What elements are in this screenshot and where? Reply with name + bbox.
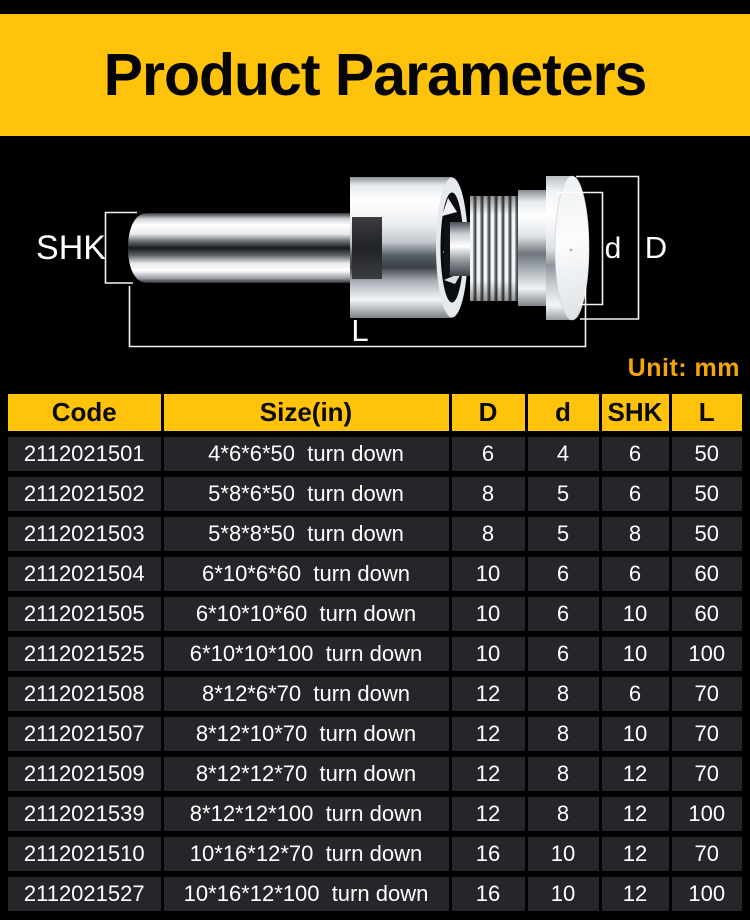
table-row	[8, 754, 742, 794]
table-cell: 2112021503	[8, 514, 162, 554]
table-cell: 6	[600, 434, 670, 474]
table-cell: 2112021509	[8, 754, 162, 794]
table-cell: 2112021504	[8, 554, 162, 594]
table-row	[8, 514, 742, 554]
table-cell: 10	[600, 714, 670, 754]
tool-thread	[470, 196, 522, 301]
table-row	[8, 714, 742, 754]
table-cell: 2112021505	[8, 594, 162, 634]
table-cell: 12	[600, 874, 670, 914]
table-cell: 6	[526, 634, 600, 674]
table-cell: 2112021510	[8, 834, 162, 874]
table-cell: 16	[450, 834, 526, 874]
table-cell: 12	[450, 794, 526, 834]
table-cell: 10	[450, 634, 526, 674]
table-cell: 10	[526, 834, 600, 874]
tool-flat-section	[352, 217, 382, 279]
table-cell: 12	[600, 794, 670, 834]
table-cell: 2112021501	[8, 434, 162, 474]
title-banner	[0, 14, 750, 136]
table-row	[8, 634, 742, 674]
table-header-row	[8, 394, 742, 434]
table-cell: 6	[526, 594, 600, 634]
table-cell: 12	[450, 674, 526, 714]
table-row	[8, 874, 742, 914]
table-cell: 8*12*12*100 turn down	[162, 794, 450, 834]
d-label: d	[604, 232, 622, 265]
table-cell: 8*12*6*70 turn down	[162, 674, 450, 714]
table-cell: 8	[526, 794, 600, 834]
table-cell: 6	[600, 554, 670, 594]
big-d-label: D	[644, 230, 668, 265]
table-row	[8, 434, 742, 474]
table-cell: 4*6*6*50 turn down	[162, 434, 450, 474]
table-cell: 6	[450, 434, 526, 474]
table-cell: 2112021527	[8, 874, 162, 914]
table-cell: 2112021507	[8, 714, 162, 754]
table-cell: 4	[526, 434, 600, 474]
table-cell: 10*16*12*70 turn down	[162, 834, 450, 874]
table-row	[8, 474, 742, 514]
table-cell: 8	[526, 674, 600, 714]
table-cell: 6*10*10*100 turn down	[162, 634, 450, 674]
table-cell: 10*16*12*100 turn down	[162, 874, 450, 914]
table-cell: 12	[450, 754, 526, 794]
table-row	[8, 594, 742, 634]
table-cell: 8	[450, 474, 526, 514]
table-cell: 2112021539	[8, 794, 162, 834]
table-cell: 6	[600, 674, 670, 714]
table-cell: 2112021502	[8, 474, 162, 514]
parameters-table	[8, 394, 742, 917]
column-header: SHK	[600, 394, 670, 434]
table-cell: 10	[600, 634, 670, 674]
table-cell: 5	[526, 514, 600, 554]
table-row	[8, 674, 742, 714]
table-cell: 70	[670, 674, 742, 714]
shk-label: SHK	[36, 229, 106, 267]
table-cell: 100	[670, 634, 742, 674]
table-cell: 2112021508	[8, 674, 162, 714]
table-cell: 6*10*10*60 turn down	[162, 594, 450, 634]
table-cell: 50	[670, 474, 742, 514]
table-cell: 5	[526, 474, 600, 514]
unit-note: Unit: mm	[627, 354, 740, 382]
table-cell: 60	[670, 594, 742, 634]
table-cell: 16	[450, 874, 526, 914]
column-header: D	[450, 394, 526, 434]
column-header: Size(in)	[162, 394, 450, 434]
table-cell: 10	[600, 594, 670, 634]
tool-shank	[128, 213, 360, 283]
table-cell: 8	[526, 714, 600, 754]
table-row	[8, 794, 742, 834]
table-row	[8, 554, 742, 594]
table-cell: 12	[450, 714, 526, 754]
table-cell: 70	[670, 754, 742, 794]
table-row	[8, 834, 742, 874]
length-label: L	[351, 313, 369, 348]
column-header: L	[670, 394, 742, 434]
column-header: d	[526, 394, 600, 434]
table-body	[8, 434, 742, 914]
table-cell: 50	[670, 514, 742, 554]
table-cell: 70	[670, 834, 742, 874]
table-cell: 10	[450, 554, 526, 594]
table-cell: 8	[526, 754, 600, 794]
table-cell: 6*10*6*60 turn down	[162, 554, 450, 594]
table-cell: 12	[600, 834, 670, 874]
table-cell: 50	[670, 434, 742, 474]
table-cell: 5*8*8*50 turn down	[162, 514, 450, 554]
page-title: Product Parameters	[103, 42, 647, 108]
table-cell: 8	[450, 514, 526, 554]
table-cell: 8*12*10*70 turn down	[162, 714, 450, 754]
table-cell: 100	[670, 794, 742, 834]
table-cell: 10	[526, 874, 600, 914]
column-header: Code	[8, 394, 162, 434]
table-cell: 8*12*12*70 turn down	[162, 754, 450, 794]
table-cell: 12	[600, 754, 670, 794]
table-cell: 100	[670, 874, 742, 914]
table-cell: 60	[670, 554, 742, 594]
table-cell: 5*8*6*50 turn down	[162, 474, 450, 514]
table-cell: 6	[526, 554, 600, 594]
table-cell: 8	[600, 514, 670, 554]
tool-cutter-disc	[546, 176, 589, 320]
table-cell: 2112021525	[8, 634, 162, 674]
table-cell: 10	[450, 594, 526, 634]
table-cell: 6	[600, 474, 670, 514]
table-cell: 70	[670, 714, 742, 754]
